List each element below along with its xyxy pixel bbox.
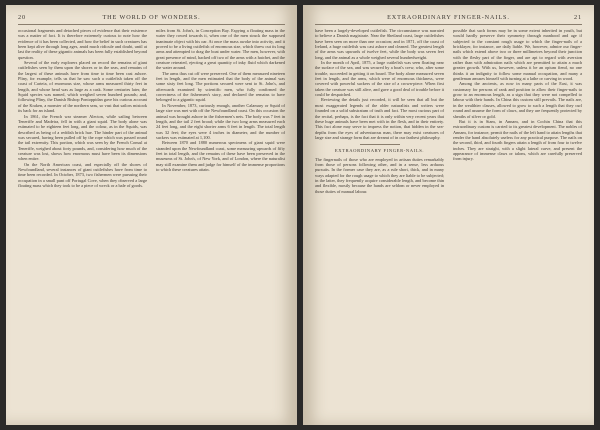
- header-rule: [18, 24, 285, 25]
- paragraph: possible that such forms may be in some extent inherited in youth, but would hardly preserve their symmetry through manhood and age if subjected to the constant rough usage to which the finger-nails of a bricklayer, for instance, are daily liable. We, however, admire our finger-nails which extend above two or three millimetres beyond their junction with the fleshy part of the finger, and are apt to regard with aversion rather than with admiration nails which are permitted to attain a much greater growth. With us, however, unless it be an opium fiend, no one thinks it an indignity to follow some manual occupation, and many a gentleman amuses himself with turning at a lathe or carving in wood.: [453, 28, 582, 82]
- paragraph: In 1861, the French war steamer Alecton, while sailing between Teneriffe and Madeira, fell in with a giant squid. The body alone was estimated to be eighteen feet long, and the colour, as in the Squids, was described as being of a reddish brick hue. The hinder part of the animal was secured, having been pulled off by the rope which was passed round the tail extremity. This portion, which was seen by the French Consul at Teneriffe, weighed about forty pounds, and, considering how much of the creature was lost, shows how enormous must have been its dimensions when entire.: [18, 113, 147, 162]
- header-rule: [315, 24, 582, 25]
- left-page-columns: [18, 28, 285, 415]
- paragraph: In November, 1873, curiously enough, another Calamary or Squid of large size was met with off the Newfoundland coast. On this occasion the animal was brought ashore in the fishermen's nets. The body was 7 feet in length, and the tail 2 feet broad; while the two long arms measured each 24 feet long, and the eight shorter arms 6 feet in length. The total length was 32 feet; the eyes were 4 inches in diameter, and the number of suckers was estimated at 1,100.: [156, 102, 285, 140]
- paragraph: Between 1870 and 1880 numerous specimens of giant squid were stranded upon the Newfoundland coast, some measuring upwards of fifty feet in total length, and the remains of these have been preserved in the museums of St. John's, of New York, and of London, where the naturalist may still examine them and judge for himself of the immense proportions to which these creatures attain.: [156, 140, 285, 172]
- paragraph: Among the ancients, as now in many parts of the East, it was customary for persons of rank and position to allow their finger-nails to grow to an enormous length, as a sign that they were not compelled to labour with their hands. In China this custom still prevails. The nails are, in the wealthier classes, allowed to grow to such a length that they curl round and assume the form of claws, and they are frequently protected by sheaths of silver or gold.: [453, 81, 582, 119]
- section-rule: [360, 144, 400, 145]
- paragraph: The fingernails of those who are employed in artisan duties remarkably from those of persons following other, and in a sense, less arduous pursuits. In the former case they are, as a rule short, thick, and in many ways adapted for the rough usage to which they are liable to be subjected; in the latter, they frequently acquire considerable length, and become thin and flexible, mostly because the hands are seldom or never employed in those duties of manual labour.: [315, 156, 444, 194]
- running-head: EXTRAORDINARY FINGER-NAILS.: [387, 13, 510, 21]
- page-number: 20: [18, 13, 26, 21]
- paragraph: In the month of April, 1875, a large cuttlefish was seen floating near the surface of the sea, and was secured by a boat's crew, who, after some trouble, succeeded in getting it on board. The body alone measured seven feet in length, and the arms, which were of enormous thickness, were covered with powerful suckers of the size of a crown-piece. When first taken the creature was still alive, and gave a good deal of trouble before it could be despatched.: [315, 60, 444, 98]
- left-column-1: [18, 28, 147, 415]
- left-column-2: [156, 28, 285, 415]
- paragraph: have been a largely-developed cuttlefish. The circumstance was narrated to believe a Danish magistrate. Near the Shetland coast, large cuttlefishes have been seen on more than one occasion; and in 1871, off the coast of Ireland, a huge cuttlefish was cast ashore and cleaned. The greatest length of the arms was upwards of twelve feet, while the body was seven feet long, and the animal as a whole weighed several hundredweight.: [315, 28, 444, 60]
- right-page-header: [315, 12, 582, 22]
- right-column-1: [315, 28, 444, 415]
- section-title: EXTRAORDINARY FINGER-NAILS.: [334, 148, 425, 154]
- paragraph: On the North American coast, and especially off the shores of Newfoundland, several instances of giant cuttlefishes have from time to time been recorded. In October, 1873, two fishermen were pursuing their occupation in a small punt off Portugal Cove, when they observed a large floating mass which they took to be a piece of wreck or a bale of goods.: [18, 161, 147, 188]
- right-page: [303, 5, 594, 425]
- paragraph: Reviewing the details just recorded, it will be seen that all but the most exaggerated legends of the older naturalists and writers were founded on a solid substratum of truth and fact. The most curious part of the recital, perhaps, is the fact that it is only within very recent years that these huge animals have been met with in the flesh, and in their entirety. This fact alone may serve to impress the notion, that hidden in the sea-depths from the eyes of adventurous man, there may exist creatures of large size and strange form that are dreamt of in our farthest philosophy.: [315, 97, 444, 140]
- paragraph: occasional fragments and detached pieces of evidence that their existence was a matter of fact. It is therefore extremely curious to note how the evidence of it has been collected, and how the belief in such creatures has been kept alive through long ages, amid much ridicule and doubt, until at last the reality of these gigantic animals has been fully established beyond question.: [18, 28, 147, 60]
- right-page-columns: [315, 28, 582, 415]
- paragraph: But it is in Siam, in Annam, and in Cochin China that this extraordinary custom is carried to its greatest development. The nobles of Annam, for instance, permit the nails of the left hand to attain lengths that render the hand absolutely useless for any practical purpose. The nails on the second, third, and fourth fingers attain a length of from four to twelve inches. They are straight, with a slight lateral curve, and present the appearance of immense claws or talons, which are carefully preserved from injury.: [453, 118, 582, 162]
- paragraph: The arms thus cut off were preserved. One of them measured nineteen feet in length, and the men estimated that the body of the animal was some sixty feet long. The portions secured were sent to St. John's, and afterwards examined by scientific men, who fully confirmed the correctness of the fishermen's story, and declared the remains to have belonged to a gigantic squid.: [156, 70, 285, 103]
- book-spread: [6, 5, 594, 425]
- page-number: 21: [574, 13, 582, 21]
- left-page-header: [18, 12, 285, 22]
- running-head: THE WORLD OF WONDERS.: [102, 13, 201, 21]
- paragraph: miles from St. John's, in Conception Bay. Espying a floating mass in the water they rowed towards it, when one of the men struck the supposed inanimate object with his oar. At once the mass awoke into activity, and it proved to be a living cuttlefish of enormous size, which threw out its long arms and attempted to drag the boat under water. The men, however, with great presence of mind, hacked off two of the arms with a hatchet, and the creature retreated, ejecting a great quantity of inky fluid which darkened the water around.: [156, 28, 285, 71]
- right-column-2: [453, 28, 582, 415]
- left-page: [6, 5, 297, 425]
- paragraph: Several of the early explorers placed on record the remains of giant cuttlefishes seen by them upon the shores or in the seas, and remains of the largest of these animals have from time to time been cast ashore. Pliny, for example, tells us that he saw such a cuttlefish taken off the coast of Carteia, of enormous size, whose arms measured thirty feet in length, and whose head was as large as a cask. Some centuries later, the Squid species was named, which weighed seven hundred pounds; and, following Pliny, the Danish Bishop Pontoppidan gave his curious account of the Kraken, a monster of the northern seas, so vast that sailors mistook its back for an island.: [18, 60, 147, 114]
